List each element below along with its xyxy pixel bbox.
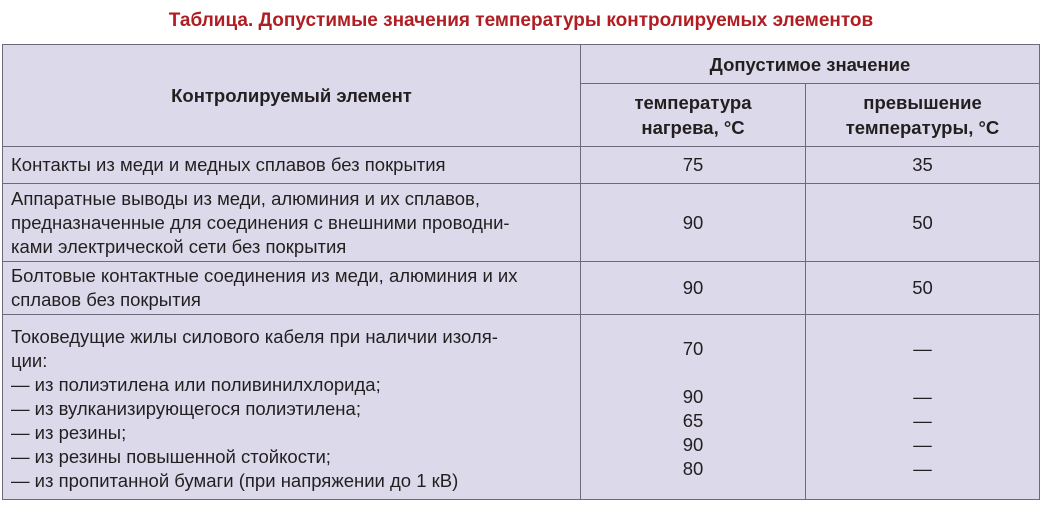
row-2-element	[3, 184, 581, 262]
temperature-table	[2, 44, 1040, 500]
cable-excess-2: —	[913, 386, 932, 407]
row-1-text: Контакты из меди и медных сплавов без покрытия	[11, 154, 446, 175]
header-temperature-excess	[806, 84, 1040, 147]
table-row	[3, 315, 1040, 500]
cable-heat-5: 80	[682, 458, 704, 479]
table-row	[3, 184, 1040, 262]
cable-line-7: — из пропитанной бумаги (при напряжении до 1 кВ)	[11, 470, 459, 491]
row-3-heat: 90	[581, 262, 806, 315]
row-3-line-1: Болтовые контактные соединения из меди, алюминия и их	[11, 265, 518, 286]
cable-excess-gap	[814, 361, 1031, 385]
header-heat-line-2: нагрева, °С	[641, 117, 745, 138]
cable-line-2: ции:	[11, 350, 48, 371]
header-allowed-value: Допустимое значение	[581, 45, 1040, 84]
header-excess-line-1: превышение	[863, 92, 982, 113]
cable-excess-4: —	[913, 434, 932, 455]
table-title: Таблица. Допустимые значения температуры контролируемых элементов	[168, 10, 874, 31]
cable-excess-5: —	[913, 458, 932, 479]
cable-heat-gap	[589, 361, 797, 385]
header-heat-temperature	[581, 84, 806, 147]
table-row	[3, 262, 1040, 315]
cable-line-3: — из полиэтилена или поливинилхлорида;	[11, 374, 381, 395]
row-3-element	[3, 262, 581, 315]
row-4-element	[3, 315, 581, 500]
cable-line-4: — из вулканизирующегося полиэтилена;	[11, 398, 361, 419]
cable-line-5: — из резины;	[11, 422, 127, 443]
cable-line-1: Токоведущие жилы силового кабеля при наличии изоля-	[11, 326, 498, 347]
row-2-line-1: Аппаратные выводы из меди, алюминия и их сплавов,	[11, 187, 481, 209]
table-row	[3, 147, 1040, 184]
row-2-heat: 90	[581, 184, 806, 262]
cable-heat-3: 65	[682, 410, 704, 431]
row-1-element	[3, 147, 581, 184]
header-heat-line-1: температура	[634, 92, 752, 113]
row-3-line-2: сплавов без покрытия	[11, 289, 201, 310]
header-element: Контролируемый элемент	[3, 45, 581, 147]
cable-heat-4: 90	[682, 434, 704, 455]
row-2-excess: 50	[806, 184, 1040, 262]
row-2-line-3: ками электрической сети без покрытия	[11, 235, 347, 257]
row-1-excess: 35	[806, 147, 1040, 184]
header-excess-line-2: температуры, °С	[845, 117, 1000, 138]
cable-heat-2: 90	[682, 386, 704, 407]
row-4-heat	[581, 315, 806, 500]
row-4-excess	[806, 315, 1040, 500]
cable-excess-3: —	[913, 410, 932, 431]
cable-excess-1: —	[913, 338, 932, 359]
row-2-line-2: предназначенные для соединения с внешними проводни-	[11, 211, 510, 233]
cable-heat-1: 70	[682, 338, 704, 359]
row-1-heat: 75	[581, 147, 806, 184]
cable-line-6: — из резины повышенной стойкости;	[11, 446, 331, 467]
row-3-excess: 50	[806, 262, 1040, 315]
